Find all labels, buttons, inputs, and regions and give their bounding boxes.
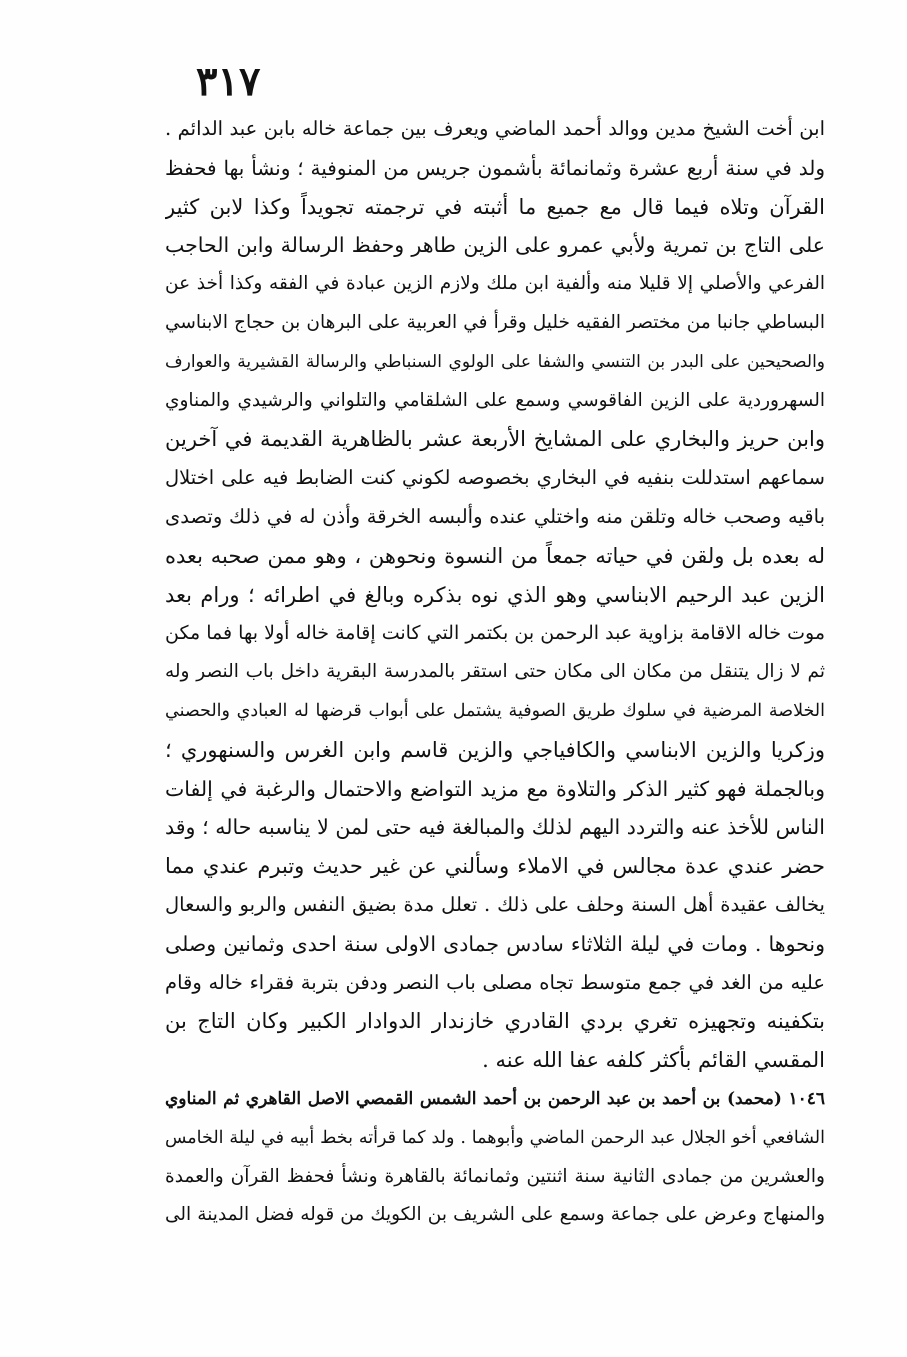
text-line: ولد في سنة أربع عشرة وثمانمائة بأشمون جريس من المنوفية ؛ ونشأ بها فحفظ	[165, 155, 825, 180]
entry-heading-line: ١٠٤٦ (محمد) بن أحمد بن عبد الرحمن بن أحمد الشمس القمصي الاصل القاهري ثم المناوي	[165, 1088, 825, 1109]
text-line: ونحوها . ومات في ليلة الثلاثاء سادس جمادى الاولى سنة احدى وثمانين وصلى	[165, 931, 825, 956]
text-line: باقيه وصحب خاله وتلقن منه واختلي عنده وألبسه الخرقة وأذن له في ذلك وتصدى	[165, 504, 825, 528]
text-line: الزين عبد الرحيم الابناسي وهو الذي نوه بذكره وبالغ في اطرائه ؛ ورام بعد	[165, 582, 825, 607]
text-line: موت خاله الاقامة بزاوية عبد الرحمن بن بكتمر التي كانت إقامة خاله أولا بها فما مكن	[165, 622, 825, 645]
text-line: وزكريا والزين الابناسي والكافياجي والزين قاسم وابن الغرس والسنهوري ؛	[165, 737, 825, 762]
body-text	[165, 110, 825, 1235]
text-line: المقسي القائم بأكثر كلفه عفا الله عنه .	[482, 1048, 825, 1073]
text-line: سماعهم استدللت بنفيه في البخاري بخصوصه لكوني كنت الضابط فيه على اختلال	[165, 466, 825, 490]
text-line: القرآن وتلاه فيما قال مع جميع ما أثبته في ترجمته تجويداً وكذا لابن كثير	[165, 194, 825, 219]
text-line: على التاج بن تمرية ولأبي عمرو على الزين طاهر وحفظ الرسالة وابن الحاجب	[165, 233, 825, 258]
text-line: بتكفينه وتجهيزه تغري بردي القادري خازندار الدوادار الكبير وكان التاج بن	[165, 1009, 825, 1034]
text-line: حضر عندي عدة مجالس في الاملاء وسألني عن غير حديث وتبرم عندي مما	[165, 854, 825, 879]
text-line: السهروردية على الزين الفاقوسي وسمع على الشلقامي والتلواني والرشيدي والمناوي	[165, 389, 825, 411]
text-line: الشافعي أخو الجلال عبد الرحمن الماضي وأبوهما . ولد كما قرأته بخط أبيه في ليلة الخامس	[165, 1127, 825, 1148]
text-line: له بعده بل ولقن في حياته جمعاً من النسوة ونحوهن ، وهو ممن صحبه بعده	[165, 543, 825, 568]
text-line: والعشرين من جمادى الثانية سنة اثنتين وثمانمائة بالقاهرة ونشأ فحفظ القرآن والعمدة	[165, 1165, 825, 1187]
text-line: وبالجملة فهو كثير الذكر والتلاوة مع مزيد التواضع والاحتمال والرغبة في إلفات	[165, 776, 825, 801]
page-number: ٣١٧	[196, 58, 261, 105]
text-line: وابن حريز والبخاري على المشايخ الأربعة عشر بالظاهرية القديمة في آخرين	[165, 427, 825, 452]
text-line: الناس للأخذ عنه والتردد اليهم لذلك والمبالغة فيه حتى لمن لا يناسبه حاله ؛ وقد	[165, 815, 825, 840]
text-line: يخالف عقيدة أهل السنة وحلف على ذلك . تعلل مدة بضيق النفس والربو والسعال	[165, 892, 825, 916]
text-line: والمنهاج وعرض على جماعة وسمع على الشريف بن الكويك من قوله فضل المدينة الى	[165, 1204, 825, 1226]
text-line: والصحيحين على البدر بن التنسي والشفا على الولوي السنباطي والرسالة القشيرية والعوارف	[165, 351, 825, 372]
text-line: عليه من الغد في جمع متوسط تجاه مصلى باب النصر ودفن بتربة فقراء خاله وقام	[165, 970, 825, 994]
text-line: البساطي جانبا من مختصر الفقيه خليل وقرأ في العربية على البرهان بن حجاج الابناسي	[165, 311, 825, 333]
text-line: ابن أخت الشيخ مدين ووالد أحمد الماضي ويعرف بين جماعة خاله بابن عبد الدائم .	[165, 117, 825, 140]
text-line: الفرعي والأصلي إلا قليلا منه وألفية ابن ملك ولازم الزين عبادة في الفقه وكذا أخذ عن	[165, 273, 825, 295]
text-line: الخلاصة المرضية في سلوك طريق الصوفية يشتمل على أبواب قرضها له العبادي والحصني	[165, 700, 825, 721]
text-line: ثم لا زال يتنقل من مكان الى مكان حتى استقر بالمدرسة البقرية داخل باب النصر وله	[165, 661, 825, 683]
